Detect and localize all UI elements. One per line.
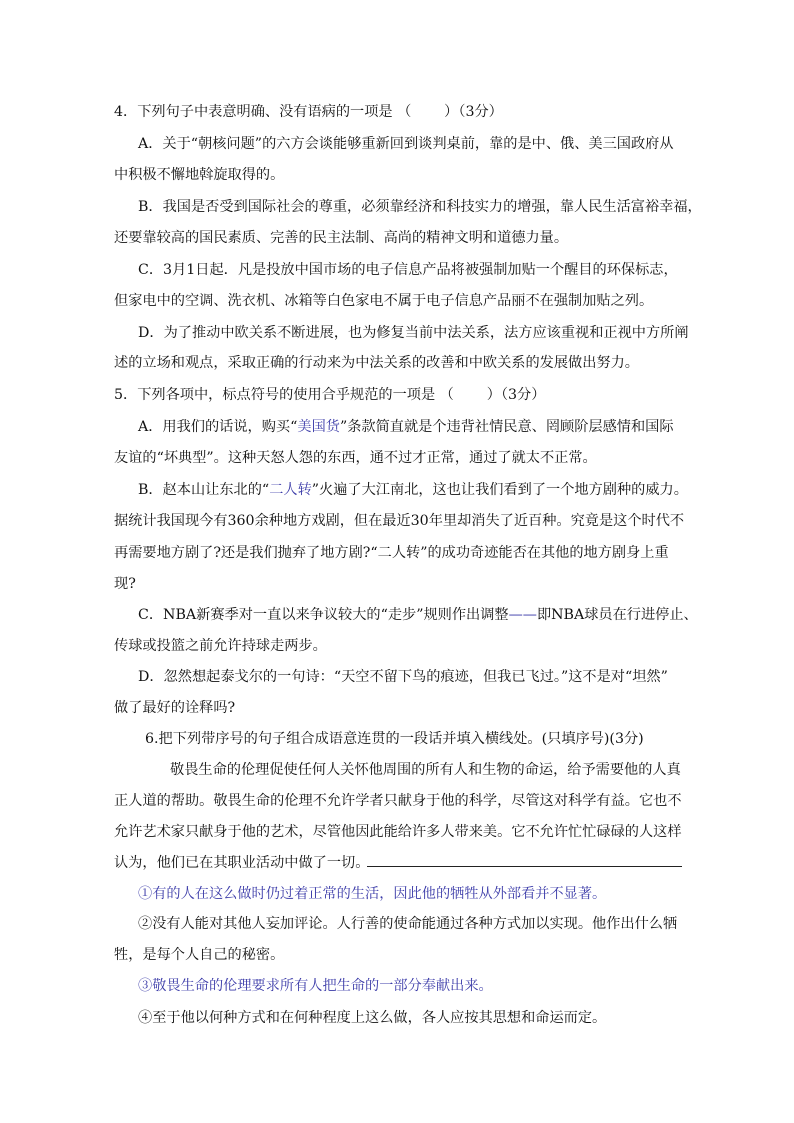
q5-option-d-line2: 做了最好的诠释吗? — [114, 700, 236, 716]
answer-blank-line[interactable] — [367, 866, 682, 867]
q5-option-d-line1: D．忽然想起泰戈尔的一句诗：“天空不留下鸟的痕迹，但我已飞过。”这不是对“坦然” — [138, 669, 668, 685]
q4-option-a-line1: A．关于“朝核问题”的六方会谈能够重新回到谈判桌前，靠的是中、俄、美三国政府从 — [138, 136, 674, 152]
q5-option-b-line3: 再需要地方剧了?还是我们抛弃了地方剧?“二人转”的成功奇迹能否在其他的地方剧身上重 — [114, 545, 669, 561]
q5-option-a-line2: 友谊的“坏典型”。这种天怒人怨的东西，通不过才正常，通过了就太不正常。 — [114, 450, 597, 466]
q4-option-b-line1: B．我国是否受到国际社会的尊重，必须靠经济和科技实力的增强，靠人民生活富裕幸福， — [138, 199, 702, 215]
q5-option-b-line1 — [138, 480, 688, 500]
q6-passage-line3: 允许艺术家只献身于他的艺术，尽管他因此能给许多人带来美。它不允许忙忙碌碌的人这样 — [114, 824, 682, 840]
q5-b-highlight: 二人转 — [269, 482, 312, 498]
q5-a-highlight: 美国货 — [297, 419, 340, 435]
q6-passage-line2: 正人道的帮助。敬畏生命的伦理不允许学者只献身于他的科学，尽管这对科学有益。它也不 — [114, 793, 682, 809]
q6-option-3: ③敬畏生命的伦理要求所有人把生命的一部分奉献出来。 — [138, 978, 493, 994]
q5-option-c-line1 — [138, 605, 698, 625]
q4-option-c-line2: 但家电中的空调、洗衣机、冰箱等白色家电不属于电子信息产品丽不在强制加贴之列。 — [114, 293, 654, 309]
q5-a-text-pre: A．用我们的话说，购买“ — [138, 419, 298, 435]
q4-option-c-line1: C．3月1日起．凡是投放中国市场的电子信息产品将被强制加贴一个醒目的环保标志， — [138, 262, 678, 278]
q4-option-d-line1: D．为了推动中欧关系不断进展，也为修复当前中法关系，法方应该重视和正视中方所阐 — [138, 325, 689, 341]
q5-option-b-line4: 现? — [114, 576, 136, 592]
q5-option-a-line1 — [138, 417, 674, 437]
q6-passage-line4: 认为，他们已在其职业活动中做了一切。 — [114, 855, 370, 871]
q5-option-b-line2: 据统计我国现今有360余种地方戏剧，但在最近30年里却消失了近百种。究竟是这个时代不 — [114, 513, 685, 529]
q5-c-text-pre: C．NBA新赛季对一直以来争议较大的“走步”规则作出调整 — [138, 607, 509, 623]
q6-option-1: ①有的人在这么做时仍过着正常的生活，因此他的牺牲从外部看并不显著。 — [138, 886, 607, 902]
q5-stem: 5．下列各项中，标点符号的使用合乎规范的一项是 （ ）（3分） — [114, 387, 546, 403]
q5-option-c-line2: 传球或投篮之前允许持球走两步。 — [114, 638, 327, 654]
q4-stem: 4．下列句子中表意明确、没有语病的一项是 （ ）（3分） — [114, 104, 503, 120]
q6-passage-line1: 敬畏生命的伦理促使任何人关怀他周围的所有人和生物的命运，给予需要他的人真 — [170, 762, 681, 778]
q5-b-text-pre: B．赵本山让东北的“ — [138, 482, 270, 498]
q6-option-2-line2: 牲，是每个人自己的秘密。 — [114, 947, 285, 963]
q5-c-text-post: 即NBA球员在行进停止、 — [536, 607, 698, 623]
q5-c-dash: —— — [508, 607, 537, 623]
q6-option-4: ④至于他以何种方式和在何种程度上这么做，各人应按其思想和命运而定。 — [138, 1010, 607, 1026]
q5-b-text-post: ”火遍了大江南北，这也让我们看到了一个地方剧种的威力。 — [311, 482, 688, 498]
q4-option-a-line2: 中积极不懈地斡旋取得的。 — [114, 167, 285, 183]
q6-stem: 6.把下列带序号的句子组合成语意连贯的一段话并填入横线处。(只填序号)(3分) — [145, 731, 644, 747]
q6-option-2-line1: ②没有人能对其他人妄加评论。人行善的使命能通过各种方式加以实现。他作出什么牺 — [138, 916, 678, 932]
q4-option-d-line2: 述的立场和观点，采取正确的行动来为中法关系的改善和中欧关系的发展做出努力。 — [114, 355, 639, 371]
q4-option-b-line2: 还要靠较高的国民素质、完善的民主法制、高尚的精神文明和道德力量。 — [114, 230, 569, 246]
q5-a-text-post: ”条款简直就是个违背社情民意、罔顾阶层感情和国际 — [339, 419, 674, 435]
